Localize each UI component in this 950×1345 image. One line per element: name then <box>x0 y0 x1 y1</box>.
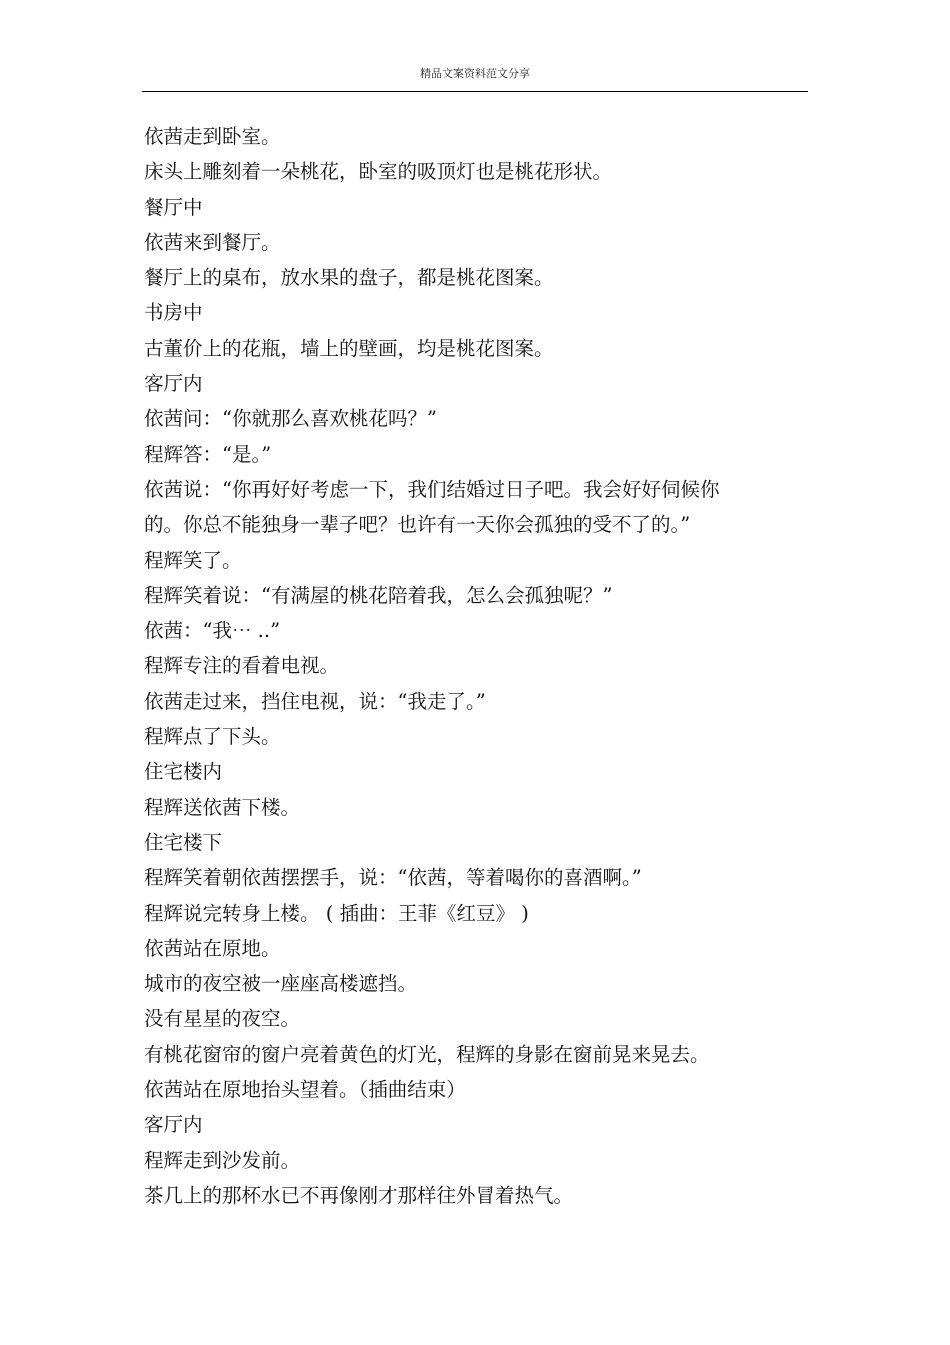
script-line: 程辉点了下头。 <box>144 725 281 749</box>
script-line: 茶几上的那杯水已不再像刚才那样往外冒着热气。 <box>144 1183 574 1207</box>
dialogue-line: 程辉答：“是。” <box>144 442 272 466</box>
dialogue-line: 依茜：“我⋯ ..” <box>144 619 281 643</box>
script-line: 古董价上的花瓶，墙上的壁画，均是桃花图案。 <box>144 336 554 360</box>
header-rule <box>142 91 808 92</box>
script-line: 程辉说完转身上楼。 ( 插曲：王菲《红豆》 ) <box>144 901 529 925</box>
script-line: 依茜站在原地抬头望着。（插曲结束） <box>144 1078 466 1102</box>
scene-heading: 住宅楼内 <box>144 760 223 784</box>
scene-heading: 餐厅中 <box>144 195 203 219</box>
script-body <box>144 119 784 1213</box>
script-line: 依茜走到卧室。 <box>144 125 281 148</box>
dialogue-line: 依茜说：“你再好好考虑一下，我们结婚过日子吧。我会好好伺候你 <box>144 477 720 501</box>
script-line: 城市的夜空被一座座高楼遮挡。 <box>144 972 418 996</box>
scene-heading: 书房中 <box>144 301 203 325</box>
script-line: 程辉送依茜下楼。 <box>144 795 301 819</box>
script-line: 餐厅上的桌布，放水果的盘子，都是桃花图案。 <box>144 266 554 290</box>
dialogue-line: 依茜走过来，挡住电视，说：“我走了。” <box>144 689 486 713</box>
dialogue-line: 程辉笑着说：“有满屋的桃花陪着我，怎么会孤独呢？” <box>144 583 613 607</box>
dialogue-line: 程辉笑着朝依茜摆摆手，说：“依茜，等着喝你的喜酒啊。” <box>144 866 642 890</box>
scene-heading: 客厅内 <box>144 1113 203 1137</box>
script-line: 床头上雕刻着一朵桃花，卧室的吸顶灯也是桃花形状。 <box>144 160 613 184</box>
script-line: 程辉走到沙发前。 <box>144 1148 301 1172</box>
script-line: 依茜站在原地。 <box>144 936 281 960</box>
script-line: 程辉笑了。 <box>144 548 242 572</box>
running-header: 精品文案资料范文分享 <box>420 67 530 80</box>
script-line: 有桃花窗帘的窗户亮着黄色的灯光，程辉的身影在窗前晃来晃去。 <box>144 1042 710 1066</box>
dialogue-line: 依茜问：“你就那么喜欢桃花吗？” <box>144 407 437 431</box>
script-line: 依茜来到餐厅。 <box>144 230 281 254</box>
script-line: 程辉专注的看着电视。 <box>144 654 340 678</box>
script-line: 没有星星的夜空。 <box>144 1007 301 1031</box>
dialogue-line: 的。你总不能独身一辈子吧？也许有一天你会孤独的受不了的。” <box>144 513 691 537</box>
scene-heading: 客厅内 <box>144 372 203 396</box>
scene-heading: 住宅楼下 <box>144 830 223 854</box>
